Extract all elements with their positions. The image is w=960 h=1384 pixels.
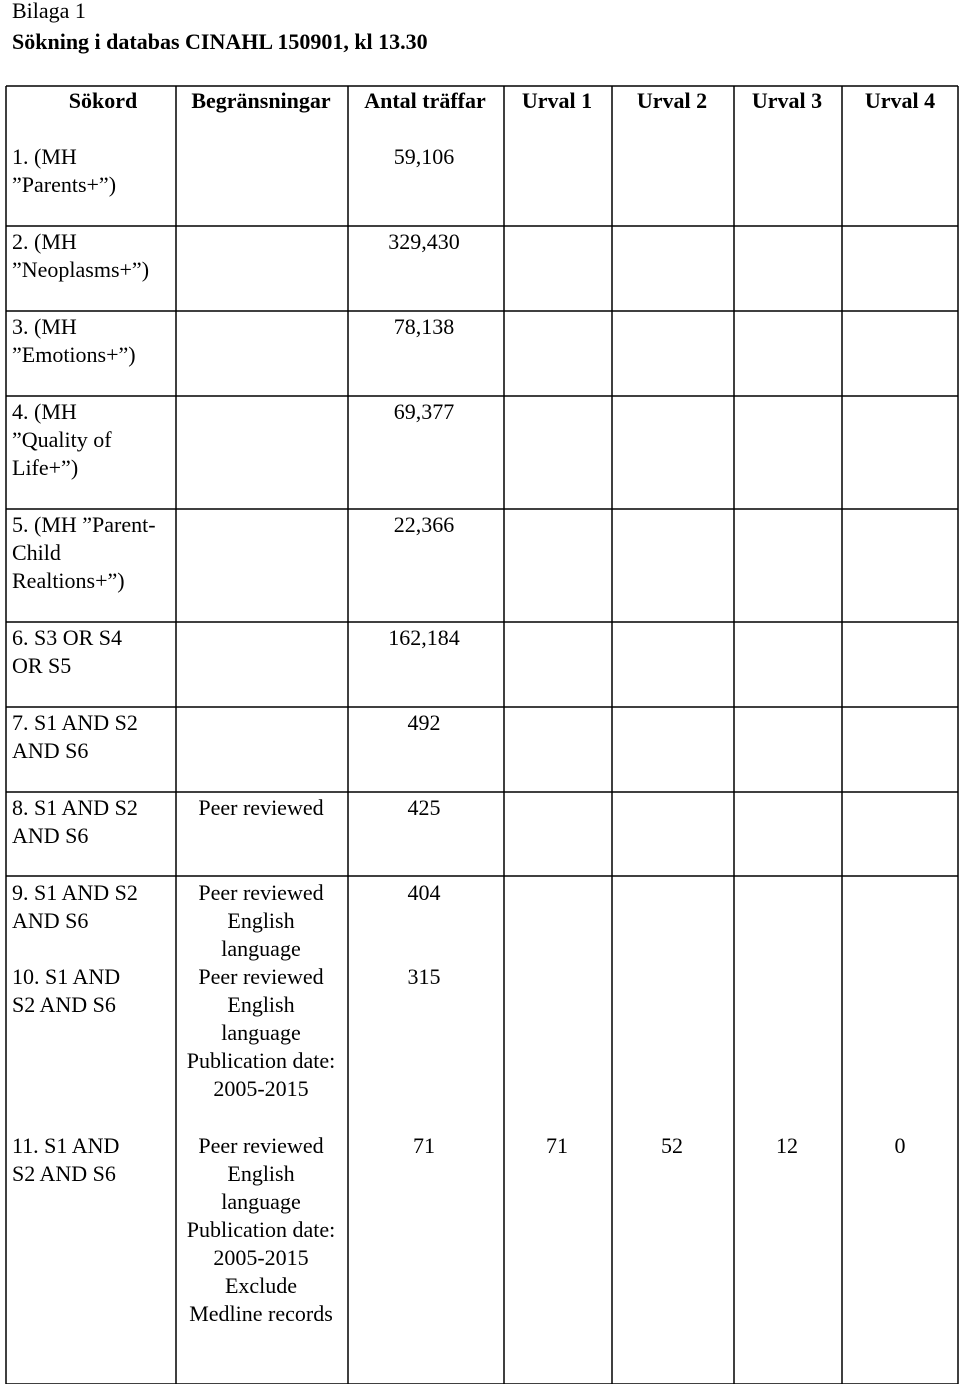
doc-heading-1: Bilaga 1 [12, 0, 86, 23]
col-header-urval4: Urval 4 [864, 88, 936, 113]
table-row-10-begransningar: Peer reviewed English language Publication date: 2005-2015 [186, 964, 336, 1101]
table-row-1-antal: 59,106 [393, 144, 455, 169]
col-header-urval3: Urval 3 [751, 88, 823, 113]
col-header-urval1: Urval 1 [521, 88, 593, 113]
table-row-3-sokord: 3. (MH ”Emotions+”) [12, 314, 136, 367]
col-header-antal: Antal träffar [364, 88, 486, 113]
doc-heading-2: Sökning i databas CINAHL 150901, kl 13.30 [12, 29, 428, 54]
table-row-8-antal: 425 [407, 795, 441, 820]
table-row-7-antal: 492 [407, 710, 441, 735]
table-row-11-begransningar: Peer reviewed English language Publication date: 2005-2015 Exclude Medline records [186, 1133, 336, 1326]
table-row-11-urval2: 52 [661, 1133, 683, 1158]
table-row-3-antal: 78,138 [393, 314, 455, 339]
table-row-10-antal: 315 [407, 964, 441, 989]
table-row-9-sokord: 9. S1 AND S2 AND S6 [12, 880, 138, 933]
table-row-11-antal: 71 [413, 1133, 435, 1158]
table-row-6-antal: 162,184 [388, 625, 460, 650]
table-row-7-sokord: 7. S1 AND S2 AND S6 [12, 710, 138, 763]
table-row-11-urval1: 71 [546, 1133, 568, 1158]
table-row-10-sokord: 10. S1 AND S2 AND S6 [12, 964, 121, 1017]
table-row-5-antal: 22,366 [393, 512, 455, 537]
table-row-11-sokord: 11. S1 AND S2 AND S6 [12, 1133, 120, 1186]
col-header-sokord: Sökord [68, 88, 138, 113]
table-row-1-sokord: 1. (MH ”Parents+”) [12, 144, 117, 197]
table-row-4-sokord: 4. (MH ”Quality of Life+”) [12, 399, 112, 480]
table-row-4-antal: 69,377 [393, 399, 455, 424]
table-row-2-sokord: 2. (MH ”Neoplasms+”) [12, 229, 150, 282]
table-row-9-begransningar: Peer reviewed English language [198, 880, 324, 961]
table-row-11-urval4: 0 [894, 1133, 906, 1158]
table-row-5-sokord: 5. (MH ”Parent-Child Realtions+”) [12, 512, 156, 593]
table-row-2-antal: 329,430 [388, 229, 460, 254]
table-row-8-begransningar: Peer reviewed [198, 795, 324, 820]
col-header-begransningar: Begränsningar [191, 88, 331, 113]
table-row-8-sokord: 8. S1 AND S2 AND S6 [12, 795, 138, 848]
table-row-9-antal: 404 [407, 880, 441, 905]
table-row-11-urval3: 12 [776, 1133, 798, 1158]
table-row-6-sokord: 6. S3 OR S4 OR S5 [12, 625, 123, 678]
col-header-urval2: Urval 2 [636, 88, 708, 113]
